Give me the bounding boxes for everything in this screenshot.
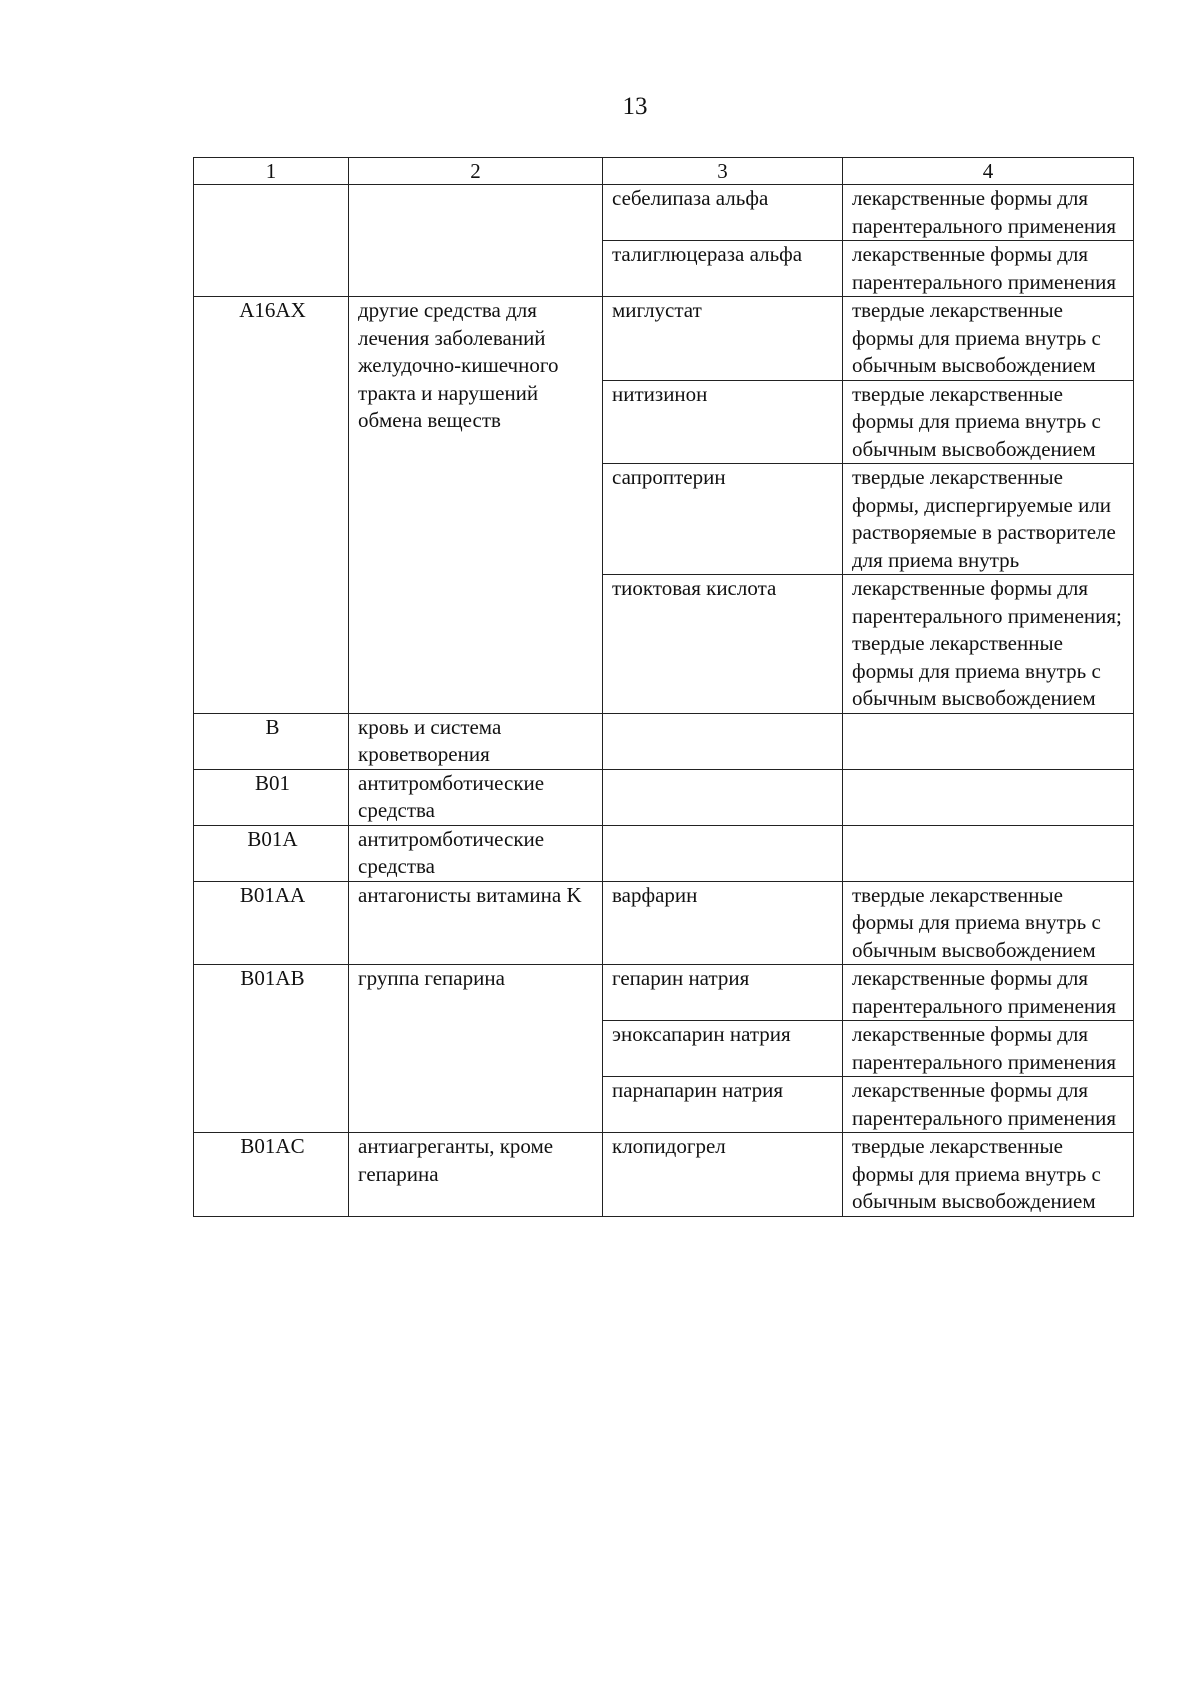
table-body xyxy=(194,185,1134,1217)
group-name-cell: антитромботические средства xyxy=(349,825,603,881)
dosage-form-text: твердые лекарственные формы, диспергируемые или растворяемые в растворителе для приема внутрь xyxy=(852,465,1116,572)
dosage-form-text: твердые лекарственные формы для приема внутрь с обычным высвобождением xyxy=(852,1134,1101,1213)
drug-name-cell: эноксапарин натрия xyxy=(603,1021,843,1077)
dosage-form-cell xyxy=(843,380,1134,464)
dosage-form-text: твердые лекарственные формы для приема внутрь с обычным высвобождением xyxy=(852,298,1101,377)
atc-code-cell: B01AA xyxy=(194,881,349,965)
dosage-form-text: лекарственные формы для парентерального применения xyxy=(852,242,1117,294)
group-name-cell: антитромботические средства xyxy=(349,769,603,825)
drug-list-table xyxy=(193,157,1134,1217)
dosage-form-text: лекарственные формы для парентерального применения; xyxy=(852,576,1122,628)
dosage-form-text: лекарственные формы для парентерального применения xyxy=(852,1022,1117,1074)
atc-code-cell: A16AX xyxy=(194,297,349,714)
column-header-2: 2 xyxy=(349,158,603,185)
atc-code-cell: B01AC xyxy=(194,1133,349,1217)
dosage-form-cell xyxy=(843,241,1134,297)
table-row xyxy=(194,965,1134,1021)
dosage-form-text: твердые лекарственные формы для приема внутрь с обычным высвобождением xyxy=(852,381,1101,461)
table-row xyxy=(194,185,1134,241)
drug-name-cell: тиоктовая кислота xyxy=(603,575,843,714)
group-name-cell: группа гепарина xyxy=(349,965,603,1133)
drug-name-cell: парнапарин натрия xyxy=(603,1077,843,1133)
atc-code-cell xyxy=(194,185,349,297)
drug-name-cell: миглустат xyxy=(603,297,843,381)
dosage-form-text: лекарственные формы для парентерального применения xyxy=(852,966,1117,1018)
drug-name-cell xyxy=(603,825,843,881)
dosage-form-cell xyxy=(843,464,1134,575)
column-header-1: 1 xyxy=(194,158,349,185)
table-header-row xyxy=(194,158,1134,185)
column-header-4: 4 xyxy=(843,158,1134,185)
dosage-form-cell xyxy=(843,965,1134,1021)
drug-name-cell: себелипаза альфа xyxy=(603,185,843,241)
table-row xyxy=(194,1133,1134,1217)
dosage-form-cell xyxy=(843,1077,1134,1133)
table-row xyxy=(194,825,1134,881)
atc-code-cell: B01AB xyxy=(194,965,349,1133)
drug-name-cell: клопидогрел xyxy=(603,1133,843,1217)
atc-code-cell: B xyxy=(194,713,349,769)
page-number: 13 xyxy=(622,93,648,120)
drug-name-cell: нитизинон xyxy=(603,380,843,464)
dosage-form-cell xyxy=(843,575,1134,714)
dosage-form-cell xyxy=(843,297,1134,381)
dosage-form-cell xyxy=(843,769,1134,825)
group-name-cell xyxy=(349,185,603,297)
dosage-form-cell xyxy=(843,1021,1134,1077)
drug-name-cell xyxy=(603,769,843,825)
atc-code-cell: B01A xyxy=(194,825,349,881)
dosage-form-cell xyxy=(843,1133,1134,1217)
column-header-3: 3 xyxy=(603,158,843,185)
dosage-form-cell xyxy=(843,185,1134,241)
atc-code-cell: B01 xyxy=(194,769,349,825)
dosage-form-text: лекарственные формы для парентерального применения xyxy=(852,186,1117,238)
dosage-form-cell xyxy=(843,825,1134,881)
dosage-form-text: твердые лекарственные формы для приема внутрь с обычным высвобождением xyxy=(852,631,1101,710)
group-name-cell: антагонисты витамина K xyxy=(349,881,603,965)
drug-name-cell xyxy=(603,713,843,769)
dosage-form-text: лекарственные формы для парентерального применения xyxy=(852,1078,1117,1130)
drug-name-cell: варфарин xyxy=(603,881,843,965)
dosage-form-cell xyxy=(843,713,1134,769)
table-row xyxy=(194,713,1134,769)
drug-name-cell: гепарин натрия xyxy=(603,965,843,1021)
table-row xyxy=(194,297,1134,381)
drug-name-cell: сапроптерин xyxy=(603,464,843,575)
dosage-form-text: твердые лекарственные формы для приема внутрь с обычным высвобождением xyxy=(852,882,1101,962)
table-row xyxy=(194,881,1134,965)
group-name-cell: другие средства для лечения заболеваний желудочно-кишечного тракта и нарушений обмена веществ xyxy=(349,297,603,714)
drug-name-cell: талиглюцераза альфа xyxy=(603,241,843,297)
group-name-cell: кровь и система кроветворения xyxy=(349,713,603,769)
dosage-form-cell xyxy=(843,881,1134,965)
group-name-cell: антиагреганты, кроме гепарина xyxy=(349,1133,603,1217)
table-row xyxy=(194,769,1134,825)
